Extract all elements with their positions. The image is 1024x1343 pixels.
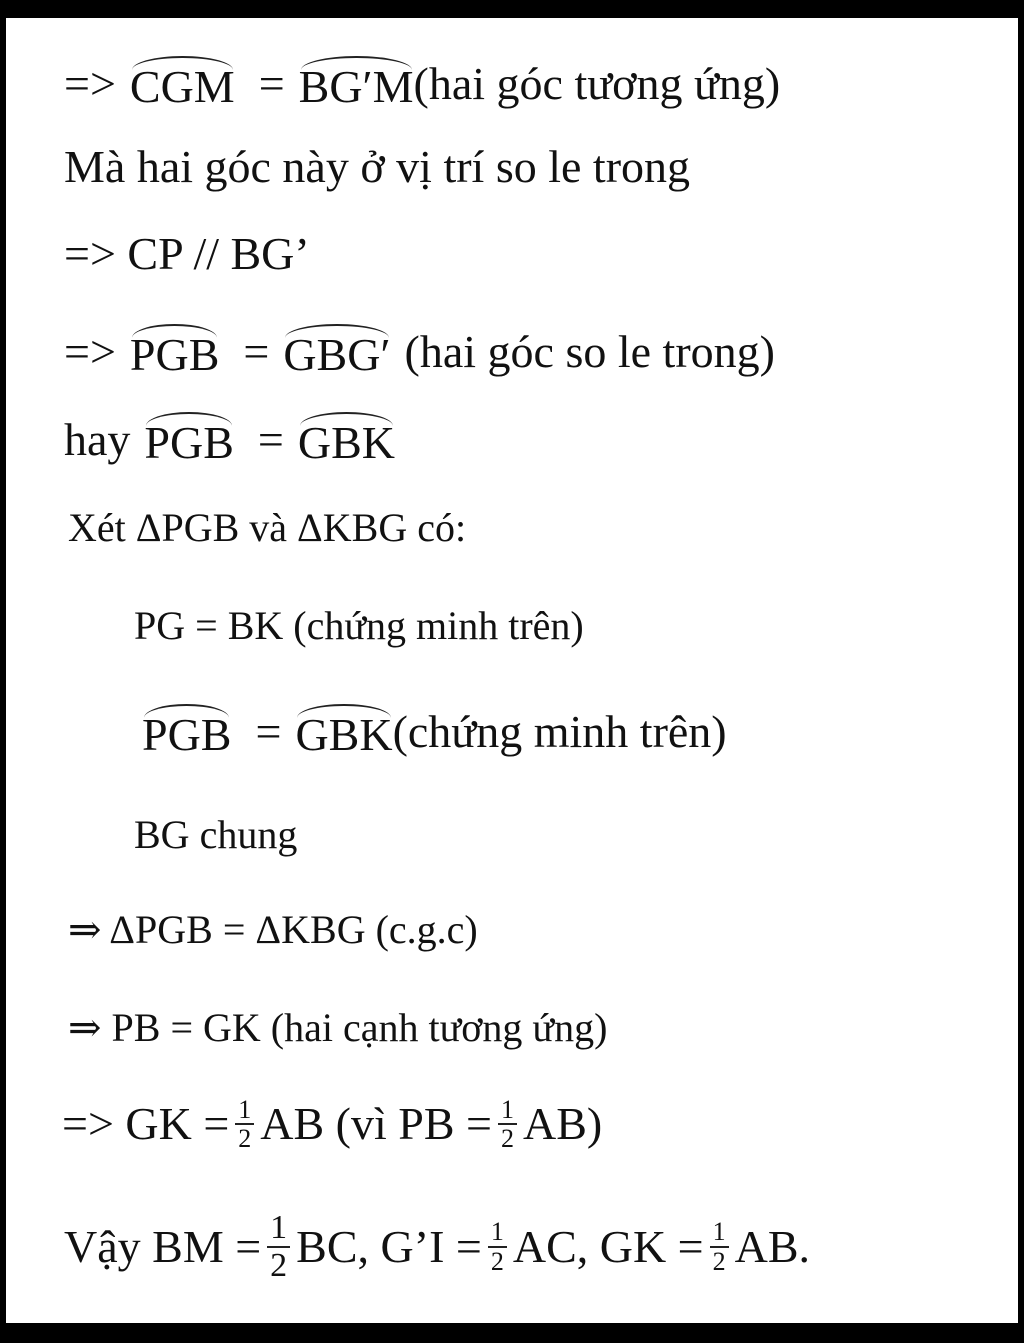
line-angle-cgm xyxy=(64,58,780,110)
statement-text: Xét ΔPGB và ΔKBG có: xyxy=(68,505,467,550)
line-so-le-trong xyxy=(64,141,691,192)
fraction-denominator: 2 xyxy=(501,1124,514,1154)
line-bg-chung xyxy=(134,812,298,857)
angle-pgb: PGB xyxy=(144,414,233,466)
statement-text: AB (vì PB = xyxy=(260,1098,492,1150)
fraction-numerator: 1 xyxy=(488,1218,507,1247)
reason-text: (chứng minh trên) xyxy=(392,706,727,757)
implies-sign: => xyxy=(64,58,116,109)
fraction-numerator: 1 xyxy=(235,1096,254,1125)
fraction-one-half xyxy=(710,1218,729,1275)
line-hay xyxy=(64,414,395,466)
fraction-numerator: 1 xyxy=(710,1218,729,1247)
line-pg-bk xyxy=(134,603,584,648)
line-parallel xyxy=(64,228,310,279)
angle-gbk: GBK xyxy=(295,706,392,758)
fraction-denominator: 2 xyxy=(238,1124,252,1154)
fraction-denominator: 2 xyxy=(270,1246,288,1284)
line-gk-half-ab xyxy=(62,1096,602,1153)
fraction-one-half xyxy=(267,1210,290,1283)
line-angle-pgb xyxy=(64,326,775,378)
statement-text: BG chung xyxy=(134,812,298,857)
angle-pgb: PGB xyxy=(142,706,231,758)
equals-sign: = xyxy=(257,414,284,465)
fraction-denominator: 2 xyxy=(490,1246,504,1276)
angle-cgm: CGM xyxy=(130,58,235,110)
statement-text: Vậy BM = xyxy=(64,1220,262,1272)
line-conclusion xyxy=(64,1210,810,1283)
statement-text: ⇒ PB = GK (hai cạnh tương ứng) xyxy=(68,1005,608,1050)
statement-text: AB) xyxy=(523,1098,603,1150)
statement-text: AC, GK = xyxy=(512,1220,704,1272)
angle-bgm: BG′M xyxy=(299,58,414,110)
statement-text: => CP // BG’ xyxy=(64,228,310,279)
fraction-numerator: 1 xyxy=(498,1096,517,1125)
statement-text: PG = BK (chứng minh trên) xyxy=(134,603,584,648)
reason-text: (hai góc so le trong) xyxy=(404,326,775,377)
statement-text: => GK = xyxy=(62,1098,230,1150)
line-xet xyxy=(68,505,467,550)
fraction-denominator: 2 xyxy=(712,1246,726,1276)
fraction-numerator: 1 xyxy=(267,1210,290,1248)
statement-text: ⇒ ΔPGB = ΔKBG (c.g.c) xyxy=(68,907,478,952)
fraction-one-half xyxy=(498,1096,517,1153)
angle-gbk: GBK xyxy=(298,414,395,466)
line-congruent xyxy=(68,907,478,952)
equals-sign: = xyxy=(243,326,270,377)
hay-word: hay xyxy=(64,414,131,465)
document-page xyxy=(6,18,1018,1323)
implies-sign: => xyxy=(64,326,116,377)
fraction-one-half xyxy=(235,1096,254,1153)
equals-sign: = xyxy=(258,58,285,109)
equals-sign: = xyxy=(255,706,282,757)
statement-text: Mà hai góc này ở vị trí so le trong xyxy=(64,141,691,192)
statement-text: AB. xyxy=(734,1220,811,1272)
line-angle-equality xyxy=(142,706,727,758)
fraction-one-half xyxy=(488,1218,507,1275)
angle-gbg: GBG′ xyxy=(283,326,390,378)
statement-text: BC, G’I = xyxy=(296,1220,482,1272)
line-pb-gk xyxy=(68,1005,608,1050)
angle-pgb: PGB xyxy=(130,326,219,378)
reason-text: (hai góc tương ứng) xyxy=(413,58,781,109)
